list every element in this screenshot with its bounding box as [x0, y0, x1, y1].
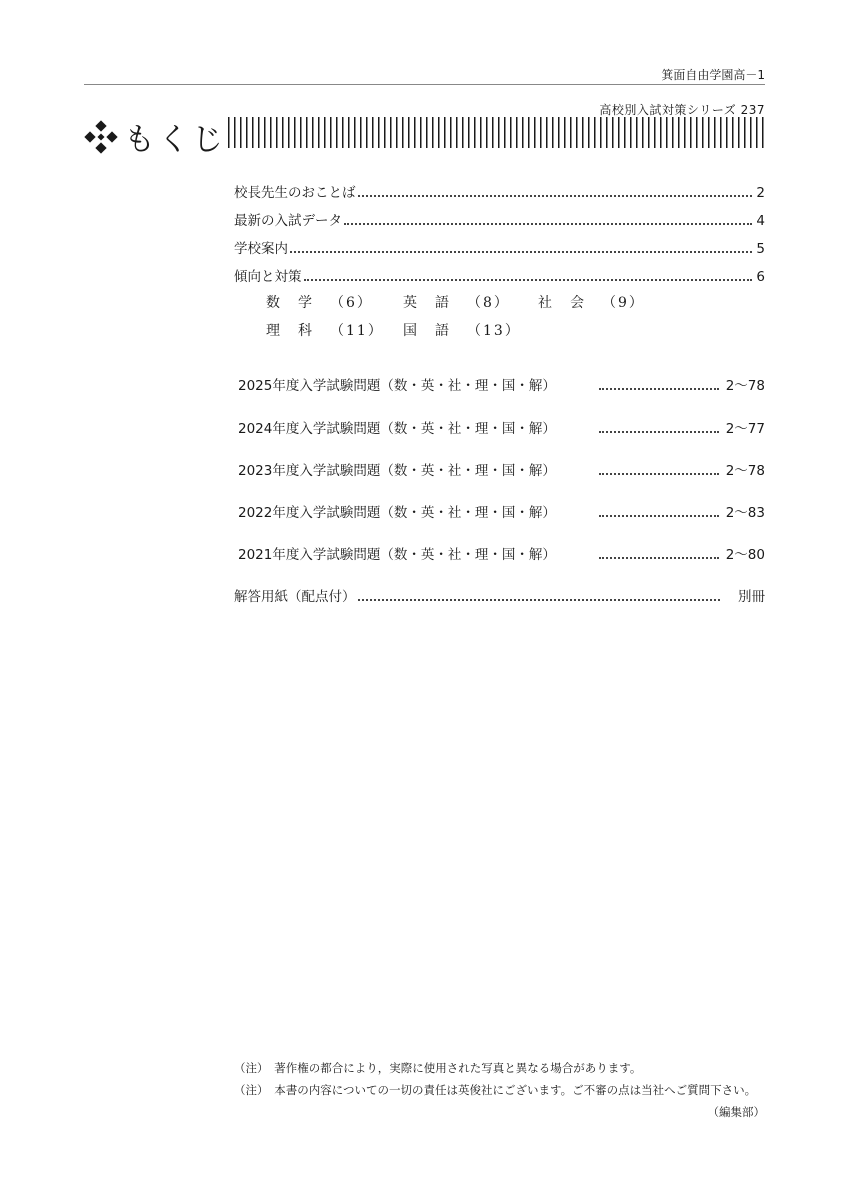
toc-row-title: 校長先生のおことば — [234, 185, 356, 201]
toc-row-title: 最新の入試データ — [234, 213, 342, 229]
toc-row-page: 6 — [756, 269, 765, 285]
toc-row — [234, 209, 765, 229]
dot-leader — [599, 557, 719, 559]
answer-sheet-row — [234, 585, 765, 605]
exam-title: 2022年度入学試験問題（数・英・社・理・国・解） — [238, 505, 556, 521]
toc-row — [234, 181, 765, 201]
answer-sheet-page: 別冊 — [738, 589, 765, 605]
subject-name: 英 語 — [403, 295, 451, 311]
dot-leader — [599, 388, 719, 390]
toc-row — [234, 237, 765, 257]
editor-credit: （編集部） — [707, 1105, 765, 1119]
footer-note: （注） 本書の内容についての一切の責任は英俊社にございます。ご不審の点は当社へご質問下さい。 — [234, 1083, 757, 1097]
toc-row-page: 4 — [756, 213, 765, 229]
exam-pages: 2～78 — [725, 378, 765, 394]
toc-row-page: 5 — [756, 241, 765, 257]
exam-pages: 2～83 — [725, 505, 765, 521]
header-rule — [84, 84, 765, 85]
dot-leader — [290, 251, 752, 253]
subject-name: 数 学 — [266, 295, 314, 311]
subject-entry — [403, 320, 521, 340]
exam-title: 2021年度入学試験問題（数・英・社・理・国・解） — [238, 547, 556, 563]
exam-title: 2023年度入学試験問題（数・英・社・理・国・解） — [238, 463, 556, 479]
exam-pages: 2～80 — [725, 547, 765, 563]
subject-page: （9） — [602, 295, 645, 311]
exam-row — [238, 543, 765, 563]
subject-entry — [403, 292, 510, 312]
toc-row-page: 2 — [756, 185, 765, 201]
subject-page: （13） — [467, 323, 521, 339]
dot-leader — [344, 223, 752, 225]
toc-heading — [84, 114, 226, 159]
exam-row — [238, 501, 765, 521]
subject-name: 社 会 — [538, 295, 586, 311]
dot-leader — [358, 195, 753, 197]
toc-title: もくじ — [124, 122, 226, 158]
dot-leader — [599, 431, 719, 433]
subject-page: （11） — [330, 323, 384, 339]
subject-page: （8） — [467, 295, 510, 311]
exam-title: 2025年度入学試験問題（数・英・社・理・国・解） — [238, 378, 556, 394]
exam-row — [238, 417, 765, 437]
dot-leader — [304, 279, 753, 281]
exam-row — [238, 374, 765, 394]
dot-leader — [599, 515, 719, 517]
exam-pages: 2～77 — [725, 421, 765, 437]
header-school-id: 箕面自由学園高－1 — [661, 68, 765, 82]
toc-row — [234, 265, 765, 285]
dot-leader — [599, 473, 719, 475]
subject-name: 理 科 — [266, 323, 314, 339]
subject-entry — [266, 292, 373, 312]
subject-name: 国 語 — [403, 323, 451, 339]
footer-note: （注） 著作権の都合により，実際に使用された写真と異なる場合があります。 — [234, 1061, 642, 1075]
series-label: 高校別入試対策シリーズ 237 — [599, 103, 765, 117]
subject-entry — [266, 320, 384, 340]
subject-entry — [538, 292, 645, 312]
toc-row-title: 学校案内 — [234, 241, 288, 257]
toc-row-title: 傾向と対策 — [234, 269, 302, 285]
heading-stripe-bar — [228, 117, 765, 148]
exam-pages: 2～78 — [725, 463, 765, 479]
exam-row — [238, 459, 765, 479]
answer-sheet-title: 解答用紙（配点付） — [234, 589, 356, 605]
exam-title: 2024年度入学試験問題（数・英・社・理・国・解） — [238, 421, 556, 437]
diamond-ornament-icon — [84, 120, 118, 154]
dot-leader — [358, 599, 721, 601]
subject-page: （6） — [330, 295, 373, 311]
